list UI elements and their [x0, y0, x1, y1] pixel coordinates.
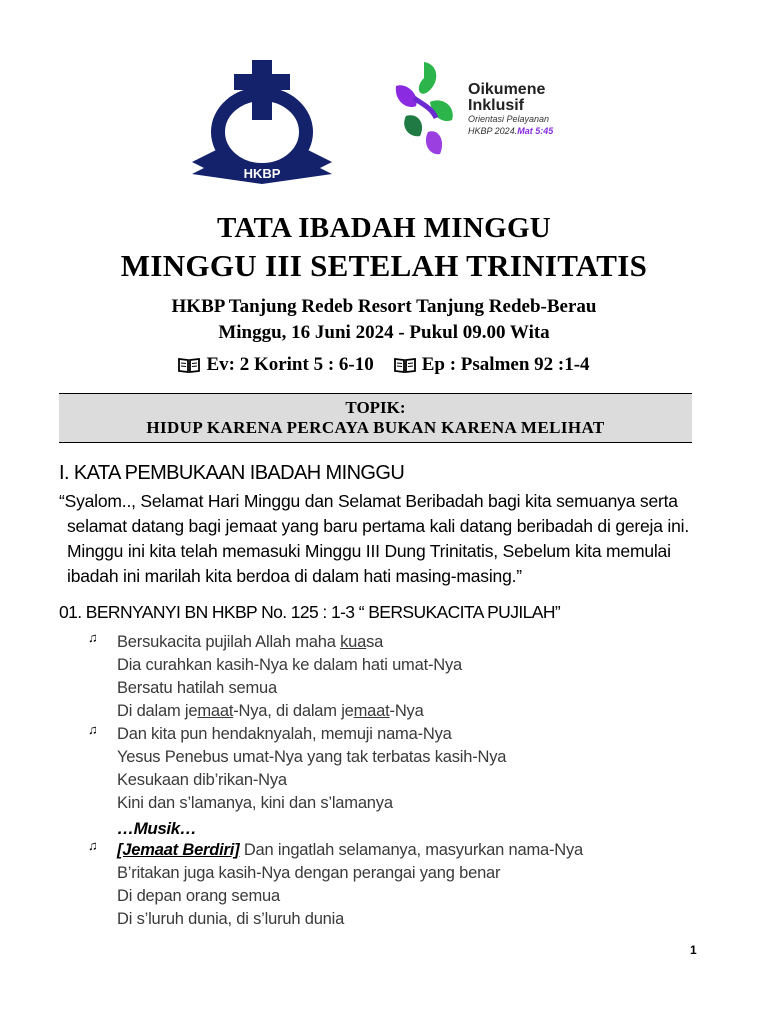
document-title: TATA IBADAH MINGGU: [216, 212, 552, 244]
lyric-line: Bersatu hatilah semua: [117, 679, 277, 697]
intro-line: “Syalom.., Selamat Hari Minggu dan Selamat Beribadah bagi kita semuanya serta: [59, 491, 678, 511]
book-icon: [178, 357, 200, 373]
hkbp-logo-text: HKBP: [243, 166, 281, 181]
intro-line: selamat datang bagi jemaat yang baru pertama kali datang beribadah di gereja ini.: [67, 516, 689, 536]
oikumene-line4a: HKBP 2024.: [468, 126, 518, 136]
song-heading: 01. BERNYANYI BN HKBP No. 125 : 1-3 “ BERSUKACITA PUJILAH”: [59, 602, 561, 622]
document-subtitle: MINGGU III SETELAH TRINITATIS: [120, 248, 648, 283]
psalm-reading: Ep : Psalmen 92 :1-4: [421, 354, 590, 375]
lyric-line: Di dalam jemaat-Nya, di dalam jemaat-Nya: [117, 702, 424, 720]
intro-line: Minggu ini kita telah memasuki Minggu III Dung Trinitatis, Sebelum kita memulai: [67, 541, 671, 561]
oikumene-subtitle: Inklusif: [468, 97, 525, 114]
lyric-line: Bersukacita pujilah Allah maha kuasa: [117, 633, 384, 651]
epistle-reading: Ev: 2 Korint 5 : 6-10: [206, 354, 374, 375]
music-note-icon: ♫: [88, 838, 98, 853]
service-date: Minggu, 16 Juni 2024 - Pukul 09.00 Wita: [218, 322, 550, 343]
music-interlude: …Musik…: [117, 819, 197, 838]
oikumene-line4b: Mat 5:45: [517, 126, 554, 136]
lyric-line: Dan kita pun hendaknyalah, memuji nama-Nya: [117, 725, 452, 743]
lyric-line: Kini dan s’lamanya, kini dan s’lamanya: [117, 794, 393, 812]
congregation-instruction: [Jemaat Berdiri]: [117, 841, 240, 859]
hkbp-logo: [188, 58, 336, 188]
readings-line: [0, 354, 768, 376]
music-note-icon: ♫: [88, 630, 98, 645]
music-note-icon: ♫: [88, 722, 98, 737]
lyric-line: Yesus Penebus umat-Nya yang tak terbatas kasih-Nya: [117, 748, 507, 766]
topic-box: [59, 393, 692, 443]
oikumene-title: Oikumene: [468, 81, 546, 98]
lyric-line: [Jemaat Berdiri] Dan ingatlah selamanya, masyurkan nama-Nya: [117, 841, 584, 859]
topic-text: HIDUP KARENA PERCAYA BUKAN KARENA MELIHAT: [146, 418, 605, 437]
section-heading: I. KATA PEMBUKAAN IBADAH MINGGU: [59, 462, 405, 484]
lyric-line: B’ritakan juga kasih-Nya dengan perangai yang benar: [117, 864, 501, 882]
intro-line: ibadah ini marilah kita berdoa di dalam hati masing-masing.”: [67, 566, 522, 586]
lyric-line: Di depan orang semua: [117, 887, 280, 905]
topic-label: TOPIK:: [345, 398, 406, 417]
oikumene-logo: [386, 58, 586, 162]
book-icon: [394, 357, 416, 373]
page-number: 1: [690, 943, 697, 957]
lyric-line: Di s’luruh dunia, di s’luruh dunia: [117, 910, 345, 928]
opening-words: [59, 489, 709, 589]
church-name: HKBP Tanjung Redeb Resort Tanjung Redeb-Berau: [171, 296, 597, 317]
lyric-line: Kesukaan dib’rikan-Nya: [117, 771, 287, 789]
svg-text:HKBP 2024.Mat 5:45: [468, 126, 554, 136]
oikumene-line3: Orientasi Pelayanan: [468, 114, 550, 124]
lyric-line: Dia curahkan kasih-Nya ke dalam hati umat-Nya: [117, 656, 462, 674]
